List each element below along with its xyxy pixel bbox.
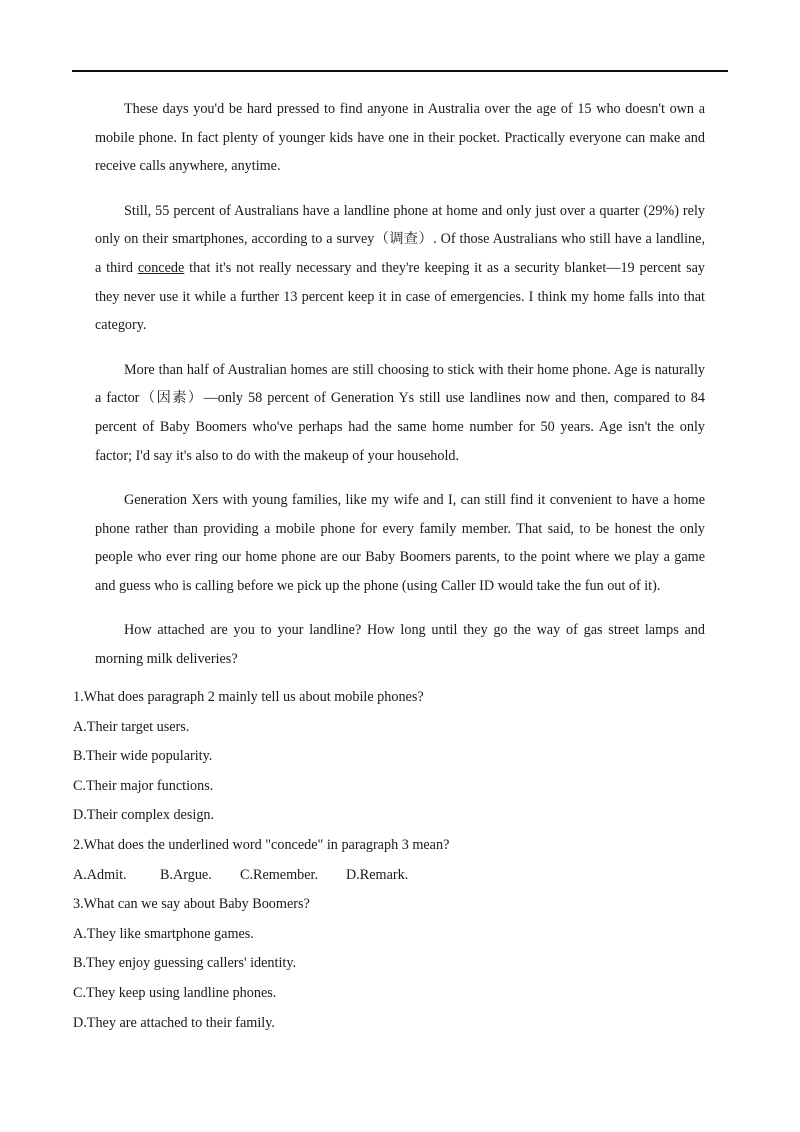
question-1-option-b: B.Their wide popularity. — [73, 748, 213, 765]
header-rule — [72, 70, 728, 72]
question-2-option-b: B.Argue. — [160, 866, 212, 883]
paragraph-1: These days you'd be hard pressed to find anyone in Australia over the age of 15 who doesn't own a mobile phone. In fact plenty of younger kids have one in their pocket. Practically everyone can make and receive calls anywhere, anytime. — [95, 101, 705, 175]
question-1-option-d: D.Their complex design. — [73, 807, 215, 824]
question-2-stem: 2.What does the underlined word "concede" in paragraph 3 mean? — [73, 836, 450, 853]
question-2-option-c: C.Remember. — [240, 866, 319, 883]
reading-passage — [95, 95, 705, 689]
question-3-option-d: D.They are attached to their family. — [73, 1014, 275, 1031]
question-list — [73, 683, 713, 1038]
question-1-option-c: C.Their major functions. — [73, 777, 214, 794]
question-3-stem: 3.What can we say about Baby Boomers? — [73, 896, 310, 913]
paragraph-2-part-b: that it's not really necessary and they're keeping it as a security blanket—19 percent say they never use it while a further 13 percent keep it in case of emergencies. I think my home falls into that category. — [95, 260, 706, 334]
question-2-option-d: D.Remark. — [346, 866, 409, 883]
underlined-word-concede: concede — [137, 260, 185, 277]
question-3-option-c: C.They keep using landline phones. — [73, 984, 277, 1001]
paragraph-4: Generation Xers with young families, like my wife and I, can still find it convenient to have a home phone rather than providing a mobile phone for every family member. That said, to be honest the only people who ever ring our home phone are our Baby Boomers parents, to the point where we play a game and guess who is calling before we pick up the phone (using Caller ID would take the fun out of it). — [95, 491, 705, 595]
question-2-options — [73, 861, 713, 891]
question-1-stem: 1.What does paragraph 2 mainly tell us about mobile phones? — [73, 689, 424, 705]
paragraph-3: More than half of Australian homes are still choosing to stick with their home phone. Age is naturally a factor（因素）—only 58 percent of Generation Ys still use landlines now and then, compared to 84 percent of Baby Boomers who've perhaps had the same home number for 50 years. Age isn't the only factor; I'd say it's also to do with the makeup of your household. — [95, 361, 705, 464]
question-3-option-a: A.They like smartphone games. — [73, 925, 254, 942]
paragraph-2-part-a: Still, 55 percent of Australians have a landline phone at home and only just over a quarter (29%) rely only on their smartphones, according to a survey（调查）. Of those Australians who still have a landline, a third — [95, 202, 705, 277]
question-2-option-a: A.Admit. — [73, 866, 127, 883]
question-1-option-a: A.Their target users. — [73, 718, 190, 735]
paragraph-2 — [95, 197, 705, 341]
question-3-option-b: B.They enjoy guessing callers' identity. — [73, 955, 297, 972]
paragraph-5: How attached are you to your landline? How long until they go the way of gas street lamps and morning milk deliveries? — [95, 622, 705, 667]
